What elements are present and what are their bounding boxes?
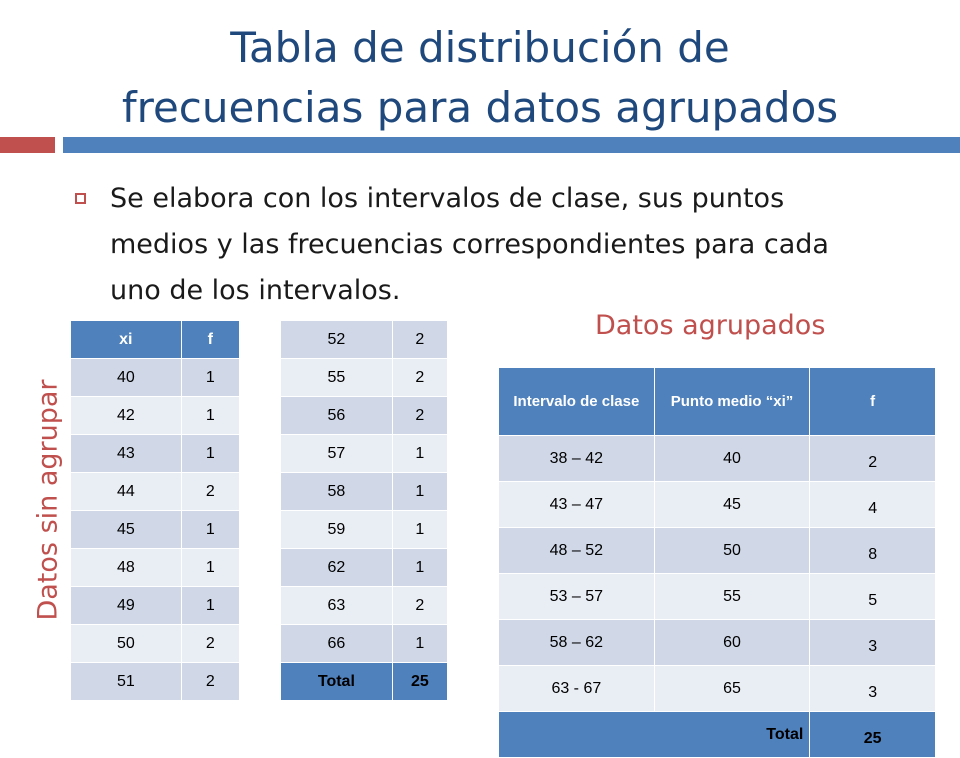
header-interval: Intervalo de clase	[499, 368, 655, 436]
ungrouped-table-1	[70, 320, 240, 701]
table-cell: 63	[281, 587, 393, 625]
table-cell: 63 - 67	[499, 666, 655, 712]
table-cell: 1	[181, 359, 239, 397]
table-cell: 45	[654, 482, 810, 528]
table-cell: 3	[810, 666, 936, 712]
table-row	[499, 620, 936, 666]
table-cell: 57	[281, 435, 393, 473]
table-row	[281, 587, 448, 625]
title-rule	[63, 137, 960, 153]
table-row	[71, 435, 240, 473]
table-cell: 2	[181, 473, 239, 511]
table-cell: 2	[181, 663, 239, 701]
table-cell: 40	[654, 436, 810, 482]
total-row	[281, 663, 448, 701]
table-cell: 40	[71, 359, 182, 397]
table-row	[71, 473, 240, 511]
table-cell: 43	[71, 435, 182, 473]
grouped-data-label: Datos agrupados	[595, 310, 826, 341]
table-row	[499, 666, 936, 712]
table-cell: 1	[181, 435, 239, 473]
table-row	[71, 397, 240, 435]
table-cell: 50	[654, 528, 810, 574]
table-row	[71, 549, 240, 587]
table-row	[71, 511, 240, 549]
table-cell: 1	[181, 587, 239, 625]
table-cell: 1	[392, 625, 447, 663]
table-cell: 2	[181, 625, 239, 663]
table-row	[71, 359, 240, 397]
table-cell: 1	[392, 473, 447, 511]
table-row	[281, 473, 448, 511]
table-cell: 65	[654, 666, 810, 712]
table-row	[71, 625, 240, 663]
grouped-frequency-table	[498, 367, 936, 758]
table-row	[499, 574, 936, 620]
table-cell: 8	[810, 528, 936, 574]
table-cell: 1	[181, 511, 239, 549]
table-cell: 4	[810, 482, 936, 528]
table-cell: 45	[71, 511, 182, 549]
table-cell: 51	[71, 663, 182, 701]
table-cell: 38 – 42	[499, 436, 655, 482]
table-cell: 3	[810, 620, 936, 666]
table-cell: 5	[810, 574, 936, 620]
table-row	[499, 482, 936, 528]
table-cell: 1	[392, 435, 447, 473]
table-row	[281, 435, 448, 473]
table-cell: 58	[281, 473, 393, 511]
slide-title-line-2: frecuencias para datos agrupados	[121, 83, 839, 132]
bullet-square-icon	[75, 193, 86, 204]
table-cell: 55	[281, 359, 393, 397]
table-cell: 62	[281, 549, 393, 587]
table-cell: 44	[71, 473, 182, 511]
table-cell: 56	[281, 397, 393, 435]
table-cell: 55	[654, 574, 810, 620]
total-label: Total	[281, 663, 393, 701]
total-value: 25	[392, 663, 447, 701]
table-cell: 1	[181, 549, 239, 587]
table-row	[281, 321, 448, 359]
table-cell: 52	[281, 321, 393, 359]
header-midpoint: Punto medio “xi”	[654, 368, 810, 436]
table-cell: 49	[71, 587, 182, 625]
ungrouped-table-2	[280, 320, 448, 701]
table-row	[281, 549, 448, 587]
slide-title-line-1: Tabla de distribución de	[230, 23, 730, 72]
total-label: Total	[499, 712, 810, 758]
header-frequency: f	[810, 368, 936, 436]
bullet-text: Se elabora con los intervalos de clase, sus puntos medios y las frecuencias correspondientes para cada uno de los intervalos.	[110, 183, 829, 306]
table-cell: 1	[392, 511, 447, 549]
ungrouped-data-label: Datos sin agrupar	[32, 379, 64, 621]
table-cell: 60	[654, 620, 810, 666]
table-cell: 2	[392, 321, 447, 359]
table-cell: 48 – 52	[499, 528, 655, 574]
table-cell: 59	[281, 511, 393, 549]
table-cell: 53 – 57	[499, 574, 655, 620]
table-row	[281, 397, 448, 435]
table-cell: 2	[392, 397, 447, 435]
table-cell: 43 – 47	[499, 482, 655, 528]
table-cell: 1	[392, 549, 447, 587]
table-row	[71, 663, 240, 701]
total-row	[499, 712, 936, 758]
title-rule-accent	[0, 137, 55, 153]
table-row	[499, 436, 936, 482]
table-row	[499, 528, 936, 574]
header-xi: xi	[71, 321, 182, 359]
table-row	[281, 625, 448, 663]
table-cell: 2	[810, 436, 936, 482]
header-f: f	[181, 321, 239, 359]
table-cell: 2	[392, 587, 447, 625]
table-row	[281, 359, 448, 397]
table-cell: 48	[71, 549, 182, 587]
table-cell: 50	[71, 625, 182, 663]
table-header-row	[499, 368, 936, 436]
table-header-row	[71, 321, 240, 359]
table-cell: 2	[392, 359, 447, 397]
table-row	[71, 587, 240, 625]
table-row	[281, 511, 448, 549]
total-value: 25	[810, 712, 936, 758]
table-cell: 1	[181, 397, 239, 435]
table-cell: 66	[281, 625, 393, 663]
table-cell: 42	[71, 397, 182, 435]
table-cell: 58 – 62	[499, 620, 655, 666]
